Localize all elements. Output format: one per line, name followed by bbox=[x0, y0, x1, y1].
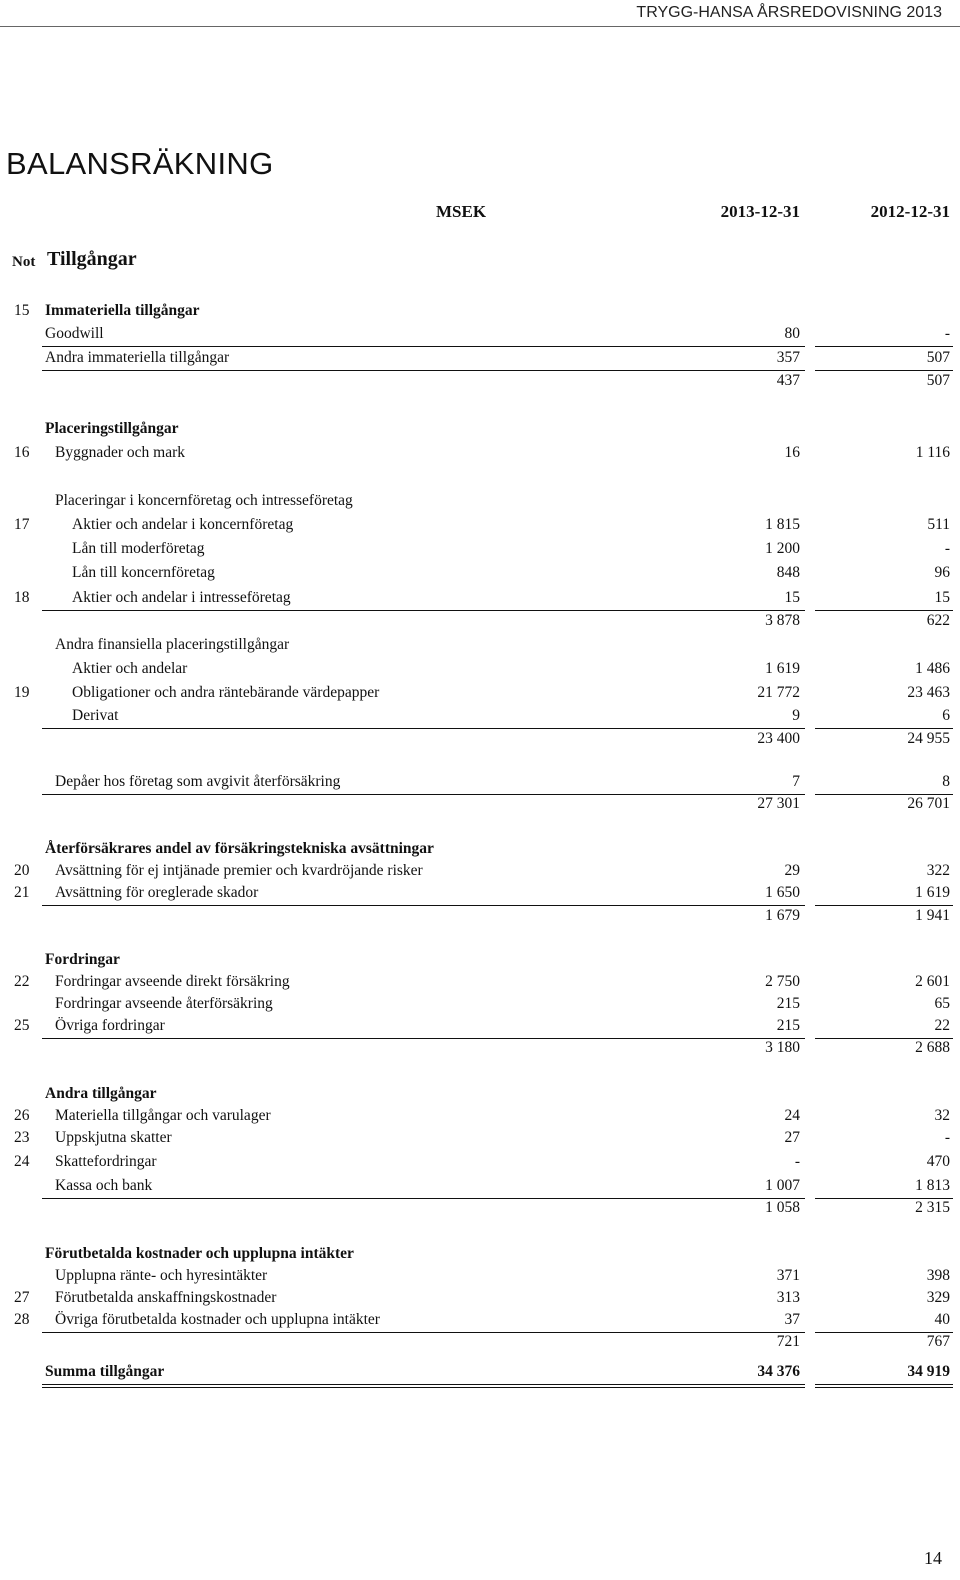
table-row bbox=[0, 658, 960, 680]
table-row bbox=[0, 442, 960, 464]
row-label: Lån till moderföretag bbox=[72, 540, 205, 557]
running-title: TRYGG-HANSA ÅRSREDOVISNING 2013 bbox=[636, 4, 942, 21]
table-row bbox=[0, 323, 960, 345]
table-row bbox=[0, 562, 960, 584]
not-column-label: Not bbox=[12, 254, 36, 270]
value-2012: 34 919 bbox=[907, 1363, 950, 1380]
page-number: 14 bbox=[924, 1548, 942, 1568]
note-number: 28 bbox=[14, 1311, 30, 1328]
value-2012: 24 955 bbox=[907, 730, 950, 747]
table-row bbox=[0, 1175, 960, 1197]
value-2012: 96 bbox=[934, 564, 950, 581]
row-label: Goodwill bbox=[45, 325, 104, 342]
value-2013: 29 bbox=[784, 862, 800, 879]
note-number: 26 bbox=[14, 1107, 30, 1124]
row-label: Återförsäkrares andel av försäkringstekniska avsättningar bbox=[45, 840, 434, 857]
subtotal-row bbox=[0, 370, 960, 392]
subtotal-row bbox=[0, 1197, 960, 1219]
value-2013: 37 bbox=[784, 1311, 800, 1328]
table-row bbox=[0, 347, 960, 369]
row-label: Lån till koncernföretag bbox=[72, 564, 215, 581]
subtotal-row bbox=[0, 728, 960, 750]
row-label: Summa tillgångar bbox=[45, 1363, 165, 1380]
value-2012: 2 601 bbox=[915, 973, 950, 990]
table-row bbox=[0, 771, 960, 793]
value-2013: 27 301 bbox=[757, 795, 800, 812]
value-2013: 357 bbox=[776, 349, 800, 366]
table-row bbox=[0, 1243, 960, 1265]
value-2013: 16 bbox=[784, 444, 800, 461]
table-row bbox=[0, 418, 960, 440]
underline bbox=[42, 1384, 805, 1385]
note-number: 18 bbox=[14, 589, 30, 606]
row-label: Obligationer och andra räntebärande värdepapper bbox=[72, 684, 380, 701]
value-2013: 1 650 bbox=[765, 884, 800, 901]
row-label: Fordringar avseende direkt försäkring bbox=[55, 973, 290, 990]
note-number: 22 bbox=[14, 973, 30, 990]
value-2013: 313 bbox=[776, 1289, 800, 1306]
row-label: Aktier och andelar i koncernföretag bbox=[72, 516, 294, 533]
row-label: Förutbetalda anskaffningskostnader bbox=[55, 1289, 277, 1306]
row-label: Fordringar bbox=[45, 951, 120, 968]
value-2013: 9 bbox=[792, 707, 800, 724]
value-2013: 1 058 bbox=[765, 1199, 800, 1216]
row-label: Derivat bbox=[72, 707, 119, 724]
value-2012: 1 941 bbox=[915, 907, 950, 924]
value-2012: 1 116 bbox=[915, 444, 950, 461]
subtotal-row bbox=[0, 905, 960, 927]
value-2012: 1 486 bbox=[915, 660, 950, 677]
running-header bbox=[0, 0, 960, 27]
value-2012: 22 bbox=[934, 1017, 950, 1034]
row-label: Avsättning för oreglerade skador bbox=[55, 884, 259, 901]
table-row bbox=[0, 838, 960, 860]
subtotal-row bbox=[0, 1037, 960, 1059]
value-2013: 2 750 bbox=[765, 973, 800, 990]
table-row bbox=[0, 634, 960, 656]
row-label: Skattefordringar bbox=[55, 1153, 157, 1170]
value-2012: 511 bbox=[927, 516, 950, 533]
row-label: Avsättning för ej intjänade premier och kvardröjande risker bbox=[55, 862, 423, 879]
table-row bbox=[0, 1083, 960, 1105]
table-row bbox=[0, 949, 960, 971]
value-2013: 1 200 bbox=[765, 540, 800, 557]
value-2012: 65 bbox=[934, 995, 950, 1012]
row-label: Placeringstillgångar bbox=[45, 420, 179, 437]
value-2013: 215 bbox=[776, 995, 800, 1012]
subtotal-row bbox=[0, 793, 960, 815]
column-header-2012: 2012-12-31 bbox=[870, 202, 950, 221]
value-2012: 32 bbox=[934, 1107, 950, 1124]
table-row bbox=[0, 860, 960, 882]
row-label: Fordringar avseende återförsäkring bbox=[55, 995, 273, 1012]
row-label: Depåer hos företag som avgivit återförsäkring bbox=[55, 773, 341, 790]
row-label: Upplupna ränte- och hyresintäkter bbox=[55, 1267, 268, 1284]
value-2012: 6 bbox=[942, 707, 950, 724]
table-row bbox=[0, 682, 960, 704]
value-2012: 40 bbox=[934, 1311, 950, 1328]
note-number: 17 bbox=[14, 516, 30, 533]
value-2012: 767 bbox=[926, 1333, 950, 1350]
value-2013: 7 bbox=[792, 773, 800, 790]
column-header-2013: 2013-12-31 bbox=[720, 202, 800, 221]
value-2013: 721 bbox=[776, 1333, 800, 1350]
value-2012: 622 bbox=[926, 612, 950, 629]
value-2012: 507 bbox=[926, 349, 950, 366]
double-underline bbox=[815, 1387, 953, 1388]
value-2013: 437 bbox=[776, 372, 800, 389]
value-2012: 329 bbox=[926, 1289, 950, 1306]
row-label: Byggnader och mark bbox=[55, 444, 185, 461]
table-row bbox=[0, 1265, 960, 1287]
value-2012: - bbox=[944, 325, 950, 342]
table-row bbox=[0, 490, 960, 512]
value-2013: 848 bbox=[776, 564, 800, 581]
row-label: Aktier och andelar bbox=[72, 660, 188, 677]
value-2012: 1 813 bbox=[915, 1177, 950, 1194]
value-2013: 24 bbox=[784, 1107, 800, 1124]
row-label: Aktier och andelar i intresseföretag bbox=[72, 589, 291, 606]
value-2012: - bbox=[944, 1129, 950, 1146]
subtotal-row bbox=[0, 1331, 960, 1353]
value-2013: - bbox=[794, 1153, 800, 1170]
note-number: 20 bbox=[14, 862, 30, 879]
note-number: 23 bbox=[14, 1129, 30, 1146]
row-label: Övriga fordringar bbox=[55, 1017, 165, 1034]
value-2013: 1 815 bbox=[765, 516, 800, 533]
table-row bbox=[0, 1151, 960, 1173]
note-number: 25 bbox=[14, 1017, 30, 1034]
table-row bbox=[0, 1309, 960, 1331]
row-label: Kassa och bank bbox=[55, 1177, 153, 1194]
table-row bbox=[0, 1105, 960, 1127]
table-row bbox=[0, 993, 960, 1015]
note-number: 19 bbox=[14, 684, 30, 701]
underline bbox=[815, 1384, 953, 1385]
row-label: Förutbetalda kostnader och upplupna intäkter bbox=[45, 1245, 354, 1262]
value-2013: 27 bbox=[784, 1129, 800, 1146]
value-2012: 398 bbox=[926, 1267, 950, 1284]
value-2013: 3 878 bbox=[765, 612, 800, 629]
row-label: Andra finansiella placeringstillgångar bbox=[55, 636, 290, 653]
table-row bbox=[0, 514, 960, 536]
value-2013: 34 376 bbox=[757, 1363, 800, 1380]
unit-header: MSEK bbox=[436, 202, 487, 221]
table-row bbox=[0, 1015, 960, 1037]
value-2013: 215 bbox=[776, 1017, 800, 1034]
note-number: 15 bbox=[14, 302, 30, 319]
row-label: Immateriella tillgångar bbox=[45, 302, 200, 319]
value-2012: 23 463 bbox=[907, 684, 950, 701]
value-2013: 80 bbox=[784, 325, 800, 342]
note-number: 16 bbox=[14, 444, 30, 461]
row-label: Andra tillgångar bbox=[45, 1085, 157, 1102]
value-2012: 15 bbox=[934, 589, 950, 606]
section-title: Tillgångar bbox=[47, 248, 137, 270]
page-title: BALANSRÄKNING bbox=[6, 146, 274, 181]
value-2012: 470 bbox=[926, 1153, 950, 1170]
value-2012: 2 315 bbox=[915, 1199, 950, 1216]
value-2013: 1 619 bbox=[765, 660, 800, 677]
note-number: 27 bbox=[14, 1289, 30, 1306]
table-row bbox=[0, 882, 960, 904]
table-row bbox=[0, 1361, 960, 1383]
value-2012: 8 bbox=[942, 773, 950, 790]
row-label: Uppskjutna skatter bbox=[55, 1129, 172, 1146]
value-2012: 1 619 bbox=[915, 884, 950, 901]
value-2013: 3 180 bbox=[765, 1039, 800, 1056]
table-row bbox=[0, 538, 960, 560]
row-label: Andra immateriella tillgångar bbox=[45, 349, 230, 366]
value-2013: 21 772 bbox=[757, 684, 800, 701]
value-2013: 1 007 bbox=[765, 1177, 800, 1194]
table-row bbox=[0, 971, 960, 993]
row-label: Placeringar i koncernföretag och intresseföretag bbox=[55, 492, 353, 509]
value-2012: 2 688 bbox=[915, 1039, 950, 1056]
value-2013: 15 bbox=[784, 589, 800, 606]
value-2012: 322 bbox=[926, 862, 950, 879]
value-2013: 371 bbox=[776, 1267, 800, 1284]
table-row bbox=[0, 705, 960, 727]
value-2013: 1 679 bbox=[765, 907, 800, 924]
double-underline bbox=[42, 1387, 805, 1388]
note-number: 21 bbox=[14, 884, 30, 901]
table-row bbox=[0, 587, 960, 609]
subtotal-row bbox=[0, 610, 960, 632]
value-2012: - bbox=[944, 540, 950, 557]
table-row bbox=[0, 1287, 960, 1309]
row-label: Övriga förutbetalda kostnader och upplupna intäkter bbox=[55, 1311, 380, 1328]
value-2012: 26 701 bbox=[907, 795, 950, 812]
note-number: 24 bbox=[14, 1153, 30, 1170]
table-row bbox=[0, 300, 960, 322]
value-2013: 23 400 bbox=[757, 730, 800, 747]
table-row bbox=[0, 1127, 960, 1149]
value-2012: 507 bbox=[926, 372, 950, 389]
row-label: Materiella tillgångar och varulager bbox=[55, 1107, 271, 1124]
